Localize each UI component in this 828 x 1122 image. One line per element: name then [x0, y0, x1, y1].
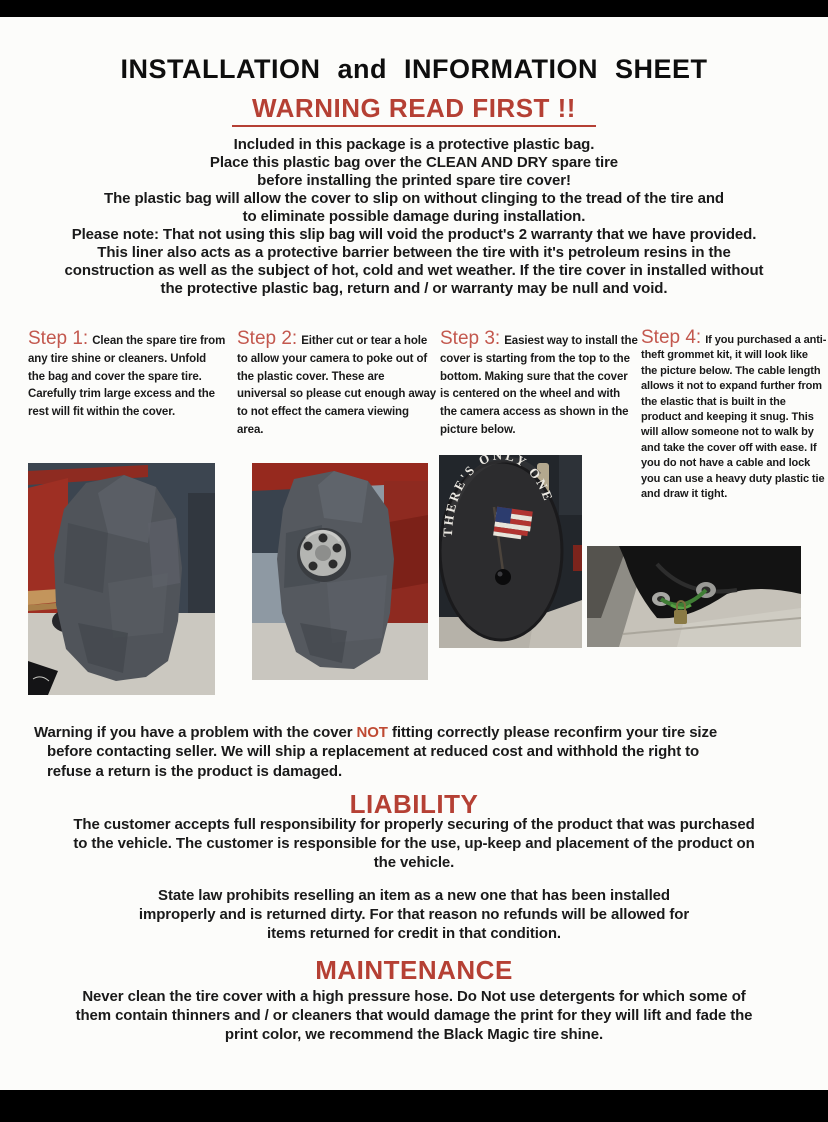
- step-2-text: Either cut or tear a hole to allow your camera to poke out of the plastic cover. These are universal so please cut enough away to not effect the camera viewing area.: [237, 335, 437, 436]
- fit-warning-line: before contacting seller. We will ship a replacement at reduced cost and withhold the right to: [47, 743, 700, 761]
- warning-read-first-text: WARNING READ FIRST !!: [232, 93, 596, 127]
- intro-line: to eliminate possible damage during installation.: [242, 208, 586, 225]
- bottom-letterbox-bar: [0, 1090, 828, 1122]
- liability-line: items returned for credit in that condition.: [267, 925, 561, 943]
- step-1-instructions: [28, 328, 226, 421]
- maintenance-line: them contain thinners and / or cleaners that would damage the print for they will lift and fade the: [75, 1007, 753, 1025]
- step-3-text: Easiest way to install the cover is starting from the top to the bottom. Making sure that the cover is centered on the wheel and with the camera access as shown in the picture below.: [440, 335, 638, 436]
- step-1-text: Clean the spare tire from any tire shine or cleaners. Unfold the bag and cover the spare tire. Carefully trim large excess and the rest will fit within the cover.: [28, 335, 226, 419]
- liability-line: The customer accepts full responsibility for properly securing of the product that was purchased: [73, 816, 755, 833]
- fit-warning-line: refuse a return is the product is damaged.: [47, 762, 343, 780]
- photo-step1-bag-over-tire: [28, 463, 215, 695]
- liability-paragraph-2: [0, 886, 828, 944]
- fit-warning-line: [34, 723, 804, 742]
- warning-read-first-heading: [0, 93, 828, 127]
- intro-line: The plastic bag will allow the cover to slip on without clinging to the tread of the tire and: [104, 190, 724, 207]
- intro-line: the protective plastic bag, return and / or warranty may be null and void.: [160, 280, 668, 297]
- bagged-tire-image-1: [28, 463, 215, 695]
- maintenance-line: Never clean the tire cover with a high pressure hose. Do Not use detergents for which some of: [82, 988, 746, 1005]
- step-3-label: Step 3:: [440, 328, 501, 349]
- intro-line: before installing the printed spare tire cover!: [257, 172, 571, 189]
- intro-line: construction as well as the subject of hot, cold and wet weather. If the tire cover in installed without: [64, 262, 764, 279]
- fit-warning-paragraph: [34, 723, 804, 781]
- intro-line: This liner also acts as a protective barrier between the tire with it's petroleum resins in the: [97, 244, 731, 261]
- step-1-label: Step 1:: [28, 328, 89, 349]
- liability-paragraph-1: [0, 815, 828, 873]
- step-2-label: Step 2:: [237, 328, 298, 349]
- liability-heading: LIABILITY: [349, 789, 479, 819]
- photo-step4-cable-lock: [587, 546, 801, 647]
- liability-line: State law prohibits reselling an item as a new one that has been installed: [158, 887, 670, 904]
- step-4-instructions: [641, 327, 827, 501]
- photo-step2-camera-hole: [252, 463, 428, 680]
- liability-line: to the vehicle. The customer is responsible for the use, up-keep and placement of the product on: [73, 835, 755, 853]
- intro-paragraph: [0, 136, 828, 298]
- not-emphasis: NOT: [356, 724, 388, 741]
- step-2-instructions: [237, 328, 437, 439]
- bagged-tire-image-2: [252, 463, 428, 680]
- tire-cover-flag-image: [439, 455, 582, 648]
- fit-warning-text: fitting correctly please reconfirm your tire size: [387, 724, 718, 741]
- liability-line: the vehicle.: [373, 854, 455, 872]
- maintenance-line: print color, we recommend the Black Magic tire shine.: [224, 1026, 604, 1044]
- cover-slogan-arc-text: THERE'S ONLY ONE: [439, 455, 557, 538]
- top-letterbox-bar: [0, 0, 828, 17]
- intro-line: Included in this package is a protective plastic bag.: [233, 136, 595, 153]
- intro-line: Place this plastic bag over the CLEAN AND DRY spare tire: [209, 154, 619, 171]
- liability-line: improperly and is returned dirty. For that reason no refunds will be allowed for: [138, 906, 690, 924]
- maintenance-paragraph: [0, 987, 828, 1045]
- maintenance-heading: MAINTENANCE: [315, 955, 513, 985]
- page-title: INSTALLATION and INFORMATION SHEET: [120, 54, 708, 84]
- intro-line: Please note: That not using this slip bag will void the product's 2 warranty that we have provided.: [71, 226, 757, 243]
- grommet-cable-lock-image: [587, 546, 801, 647]
- step-4-text: If you purchased a anti-theft grommet kit, it will look like the picture below. The cable length allows it not to expand further from the elastic that is built in the product and keeping it snug. This will allow someone not to walk by and take the cover off with ease. If you do not have a cable and lock you can use a heavy duty plastic tie and draw it tight.: [641, 334, 827, 501]
- fit-warning-text: Warning if you have a problem with the cover: [34, 724, 357, 741]
- photo-step3-finished-cover: [439, 455, 582, 648]
- step-4-label: Step 4:: [641, 327, 702, 348]
- step-3-instructions: [440, 328, 639, 439]
